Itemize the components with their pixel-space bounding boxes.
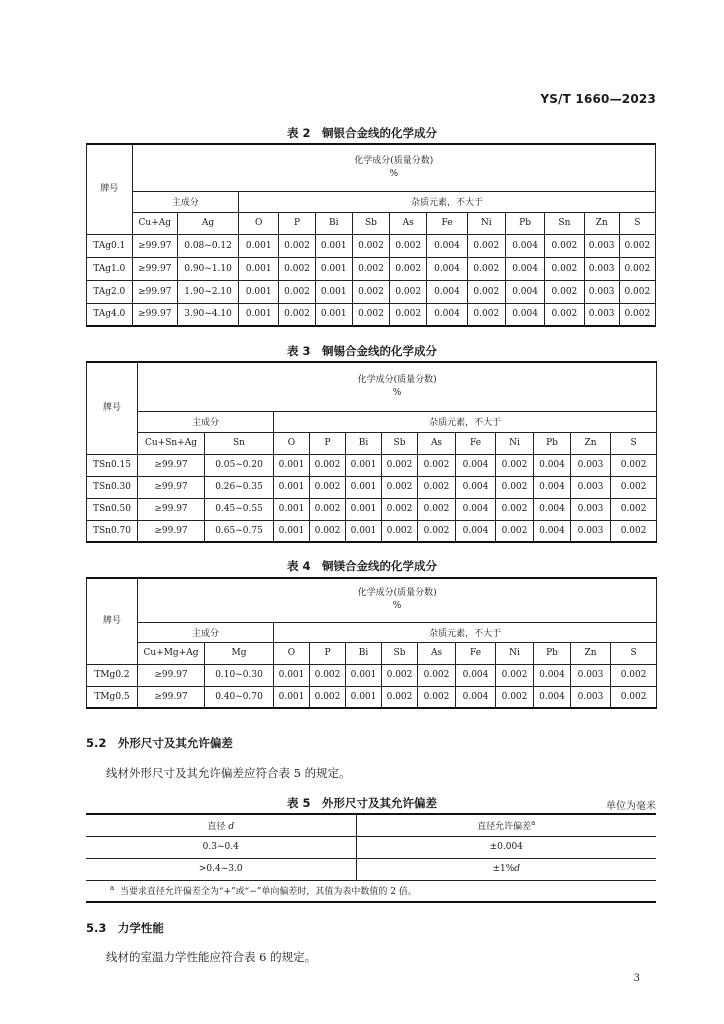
value-cell: ≥99.97 xyxy=(138,476,205,498)
column-header: S xyxy=(611,432,657,454)
value-cell: 0.002 xyxy=(418,476,456,498)
value-cell: 0.001 xyxy=(346,454,382,476)
value-cell: 0.004 xyxy=(534,664,571,686)
column-header: As xyxy=(418,642,456,664)
tolerance-header: 直径允许偏差$^a$ xyxy=(356,814,656,836)
column-header: Bi xyxy=(346,432,382,454)
table4 xyxy=(86,577,657,709)
impurity-header: 杂质元素，不大于 xyxy=(274,411,657,432)
value-cell: 0.001 xyxy=(346,686,382,708)
table-row xyxy=(86,836,656,858)
value-cell: ≥99.97 xyxy=(132,303,178,326)
value-cell: 0.004 xyxy=(427,280,467,303)
column-header: Sb xyxy=(352,212,389,234)
percent-label: % xyxy=(389,168,399,179)
value-cell: 0.002 xyxy=(310,664,346,686)
value-cell: ≥99.97 xyxy=(132,234,178,257)
brand-cell: TAg1.0 xyxy=(87,257,133,280)
value-cell: 0.001 xyxy=(346,498,382,520)
value-cell: 0.004 xyxy=(534,498,571,520)
main-component-header: 主成分 xyxy=(132,191,239,212)
value-cell: 0.004 xyxy=(505,280,544,303)
value-cell: 0.004 xyxy=(534,686,571,708)
column-header: P xyxy=(279,212,315,234)
value-cell: 0.002 xyxy=(496,664,534,686)
table-row xyxy=(87,686,657,708)
column-header: O xyxy=(239,212,279,234)
value-cell: 0.002 xyxy=(467,234,505,257)
column-header: Ni xyxy=(467,212,505,234)
brand-cell: TSn0.15 xyxy=(87,454,138,476)
value-cell: 0.004 xyxy=(427,234,467,257)
column-header: Ni xyxy=(496,642,534,664)
value-cell: 0.08~0.12 xyxy=(178,234,239,257)
value-cell: 0.002 xyxy=(467,303,505,326)
brand-header: 牌号 xyxy=(87,144,133,234)
column-header-row xyxy=(87,212,656,234)
value-cell: 0.002 xyxy=(496,454,534,476)
value-cell: 0.002 xyxy=(619,280,655,303)
unit-label: 单位为毫米 xyxy=(606,801,656,812)
section-5-2-heading: 5.2 外形尺寸及其允许偏差 xyxy=(86,736,233,750)
column-header: S xyxy=(619,212,655,234)
value-cell: 0.26~0.35 xyxy=(205,476,274,498)
value-cell: 0.002 xyxy=(390,303,427,326)
value-cell: 0.003 xyxy=(584,303,619,326)
value-cell: 0.003 xyxy=(571,498,611,520)
standard-number: YS/T 1660—2023 xyxy=(540,92,656,106)
value-cell: 0.002 xyxy=(611,686,657,708)
value-cell: 0.001 xyxy=(274,520,310,542)
value-cell: 0.002 xyxy=(418,664,456,686)
brand-header: 牌号 xyxy=(87,578,138,664)
table-row xyxy=(87,476,657,498)
value-cell: 0.002 xyxy=(496,520,534,542)
value-cell: ≥99.97 xyxy=(138,498,205,520)
column-header: Cu+Mg+Ag xyxy=(138,642,205,664)
value-cell: 0.002 xyxy=(496,686,534,708)
value-cell: 0.001 xyxy=(239,257,279,280)
value-cell: 0.004 xyxy=(427,303,467,326)
column-header: S xyxy=(611,642,657,664)
value-cell: 0.002 xyxy=(382,476,418,498)
value-cell: 0.001 xyxy=(274,498,310,520)
value-cell: 0.002 xyxy=(352,257,389,280)
value-cell: 0.05~0.20 xyxy=(205,454,274,476)
column-header: Bi xyxy=(346,642,382,664)
value-cell: 0.002 xyxy=(619,234,655,257)
column-header: P xyxy=(310,432,346,454)
brand-header: 牌号 xyxy=(87,362,138,454)
value-cell: ≥99.97 xyxy=(138,686,205,708)
tolerance-cell: ±0.004 xyxy=(356,836,656,858)
value-cell: 0.002 xyxy=(619,303,655,326)
table5-footnote: $^a$ 当要求直径允许偏差全为“+”或“−”单向偏差时，其值为表中数值的 2 倍。 xyxy=(86,880,656,902)
column-header: P xyxy=(310,642,346,664)
table3 xyxy=(86,361,657,543)
brand-cell: TAg2.0 xyxy=(87,280,133,303)
value-cell: 0.002 xyxy=(611,454,657,476)
value-cell: 0.002 xyxy=(279,280,315,303)
column-header: O xyxy=(274,642,310,664)
value-cell: 0.002 xyxy=(611,520,657,542)
section-5-3-text: 线材的室温力学性能应符合表 6 的规定。 xyxy=(106,950,317,964)
value-cell: 0.002 xyxy=(467,280,505,303)
value-cell: 0.45~0.55 xyxy=(205,498,274,520)
percent-label: % xyxy=(392,601,402,612)
value-cell: 0.003 xyxy=(584,280,619,303)
diameter-cell: >0.4~3.0 xyxy=(86,858,356,880)
value-cell: 0.001 xyxy=(239,280,279,303)
brand-cell: TMg0.5 xyxy=(87,686,138,708)
column-header: Zn xyxy=(571,432,611,454)
value-cell: 0.002 xyxy=(310,454,346,476)
column-header: Sn xyxy=(205,432,274,454)
column-header: Fe xyxy=(456,432,496,454)
column-header-row xyxy=(87,432,657,454)
column-header: Fe xyxy=(456,642,496,664)
value-cell: 0.001 xyxy=(274,686,310,708)
value-cell: 0.002 xyxy=(418,454,456,476)
value-cell: 0.004 xyxy=(456,520,496,542)
value-cell: 0.001 xyxy=(315,303,352,326)
table-row xyxy=(86,858,656,880)
value-cell: 0.002 xyxy=(382,664,418,686)
column-header: Ag xyxy=(178,212,239,234)
chem-header: 化学成分(质量分数) % xyxy=(138,578,657,622)
value-cell: 0.002 xyxy=(545,280,584,303)
section-5-2-text: 线材外形尺寸及其允许偏差应符合表 5 的规定。 xyxy=(106,766,351,780)
value-cell: 0.001 xyxy=(346,664,382,686)
value-cell: 0.002 xyxy=(545,257,584,280)
column-header: Mg xyxy=(205,642,274,664)
column-header: Zn xyxy=(584,212,619,234)
value-cell: 0.004 xyxy=(427,257,467,280)
diameter-cell: 0.3~0.4 xyxy=(86,836,356,858)
footnote-marker: a xyxy=(531,818,536,827)
value-cell: 0.90~1.10 xyxy=(178,257,239,280)
column-header: As xyxy=(390,212,427,234)
table-row xyxy=(87,234,656,257)
column-header: Pb xyxy=(534,642,571,664)
brand-cell: TSn0.50 xyxy=(87,498,138,520)
value-cell: 0.004 xyxy=(505,234,544,257)
chem-header: 化学成分(质量分数) % xyxy=(132,144,655,191)
column-header: Sn xyxy=(545,212,584,234)
main-component-header: 主成分 xyxy=(138,622,274,642)
value-cell: 0.002 xyxy=(352,303,389,326)
value-cell: ≥99.97 xyxy=(132,280,178,303)
value-cell: 0.004 xyxy=(505,257,544,280)
value-cell: 0.001 xyxy=(274,454,310,476)
value-cell: 0.002 xyxy=(382,498,418,520)
value-cell: 0.002 xyxy=(310,520,346,542)
value-cell: 0.004 xyxy=(534,520,571,542)
value-cell: 0.002 xyxy=(418,498,456,520)
value-cell: 0.40~0.70 xyxy=(205,686,274,708)
value-cell: 0.001 xyxy=(346,520,382,542)
section-5-3-heading: 5.3 力学性能 xyxy=(86,921,164,935)
value-cell: 0.002 xyxy=(545,234,584,257)
value-cell: 0.002 xyxy=(619,257,655,280)
table5 xyxy=(86,813,656,903)
brand-cell: TSn0.70 xyxy=(87,520,138,542)
table-row xyxy=(87,498,657,520)
column-header: O xyxy=(274,432,310,454)
value-cell: 0.001 xyxy=(315,234,352,257)
diameter-header: 直径 d xyxy=(86,814,356,836)
column-header: Zn xyxy=(571,642,611,664)
value-cell: 0.003 xyxy=(571,520,611,542)
page-number: 3 xyxy=(633,973,640,984)
value-cell: ≥99.97 xyxy=(138,520,205,542)
value-cell: 0.004 xyxy=(456,664,496,686)
column-header: Fe xyxy=(427,212,467,234)
value-cell: 0.002 xyxy=(279,234,315,257)
value-cell: 0.001 xyxy=(315,280,352,303)
column-header: Pb xyxy=(505,212,544,234)
value-cell: 0.003 xyxy=(571,454,611,476)
value-cell: 0.002 xyxy=(390,280,427,303)
value-cell: 0.004 xyxy=(534,454,571,476)
table3-caption: 表 3 铜锡合金线的化学成分 xyxy=(286,344,437,358)
column-header: Bi xyxy=(315,212,352,234)
value-cell: 0.003 xyxy=(584,257,619,280)
value-cell: ≥99.97 xyxy=(138,454,205,476)
value-cell: 0.002 xyxy=(382,454,418,476)
percent-label: % xyxy=(392,387,402,398)
column-header: Sb xyxy=(382,642,418,664)
brand-cell: TMg0.2 xyxy=(87,664,138,686)
value-cell: 0.004 xyxy=(505,303,544,326)
table5-caption: 表 5 外形尺寸及其允许偏差 xyxy=(286,796,437,810)
table-row xyxy=(87,520,657,542)
value-cell: 0.002 xyxy=(279,303,315,326)
value-cell: 3.90~4.10 xyxy=(178,303,239,326)
value-cell: 0.003 xyxy=(571,686,611,708)
value-cell: 0.001 xyxy=(274,664,310,686)
table2 xyxy=(86,143,656,327)
value-cell: 0.004 xyxy=(456,454,496,476)
value-cell: 0.001 xyxy=(315,257,352,280)
value-cell: 0.003 xyxy=(584,234,619,257)
value-cell: 0.002 xyxy=(382,686,418,708)
value-cell: 0.002 xyxy=(611,476,657,498)
value-cell: 0.002 xyxy=(545,303,584,326)
column-header: Ni xyxy=(496,432,534,454)
column-header: Cu+Sn+Ag xyxy=(138,432,205,454)
value-cell: 0.65~0.75 xyxy=(205,520,274,542)
brand-cell: TAg0.1 xyxy=(87,234,133,257)
value-cell: 0.003 xyxy=(571,664,611,686)
value-cell: 0.004 xyxy=(534,476,571,498)
value-cell: 0.003 xyxy=(571,476,611,498)
main-component-header: 主成分 xyxy=(138,411,274,432)
table-row xyxy=(87,454,657,476)
column-header: Cu+Ag xyxy=(132,212,178,234)
value-cell: 0.002 xyxy=(496,476,534,498)
value-cell: 0.002 xyxy=(611,498,657,520)
table-row xyxy=(87,257,656,280)
table-row xyxy=(87,280,656,303)
value-cell: 0.002 xyxy=(418,520,456,542)
table2-caption: 表 2 铜银合金线的化学成分 xyxy=(286,126,437,140)
chem-header: 化学成分(质量分数) % xyxy=(138,362,657,411)
brand-cell: TAg4.0 xyxy=(87,303,133,326)
value-cell: 0.002 xyxy=(352,280,389,303)
value-cell: 0.002 xyxy=(390,234,427,257)
value-cell: 0.002 xyxy=(310,686,346,708)
value-cell: 0.001 xyxy=(346,476,382,498)
column-header: Sb xyxy=(382,432,418,454)
value-cell: 0.10~0.30 xyxy=(205,664,274,686)
tolerance-cell: ±1%d xyxy=(356,858,656,880)
value-cell: 0.002 xyxy=(496,498,534,520)
table-row xyxy=(87,303,656,326)
column-header-row xyxy=(87,642,657,664)
value-cell: ≥99.97 xyxy=(132,257,178,280)
brand-cell: TSn0.30 xyxy=(87,476,138,498)
value-cell: 0.002 xyxy=(467,257,505,280)
column-header: Pb xyxy=(534,432,571,454)
value-cell: 0.002 xyxy=(418,686,456,708)
impurity-header: 杂质元素，不大于 xyxy=(274,622,657,642)
value-cell: 0.002 xyxy=(352,234,389,257)
value-cell: ≥99.97 xyxy=(138,664,205,686)
value-cell: 0.002 xyxy=(390,257,427,280)
value-cell: 0.001 xyxy=(239,234,279,257)
table4-caption: 表 4 铜镁合金线的化学成分 xyxy=(286,559,437,573)
value-cell: 0.002 xyxy=(279,257,315,280)
impurity-header: 杂质元素，不大于 xyxy=(239,191,656,212)
column-header: As xyxy=(418,432,456,454)
value-cell: 0.002 xyxy=(382,520,418,542)
table-row xyxy=(87,664,657,686)
value-cell: 1.90~2.10 xyxy=(178,280,239,303)
value-cell: 0.004 xyxy=(456,686,496,708)
value-cell: 0.002 xyxy=(611,664,657,686)
value-cell: 0.002 xyxy=(310,498,346,520)
value-cell: 0.001 xyxy=(274,476,310,498)
value-cell: 0.004 xyxy=(456,476,496,498)
value-cell: 0.001 xyxy=(239,303,279,326)
value-cell: 0.002 xyxy=(310,476,346,498)
value-cell: 0.004 xyxy=(456,498,496,520)
